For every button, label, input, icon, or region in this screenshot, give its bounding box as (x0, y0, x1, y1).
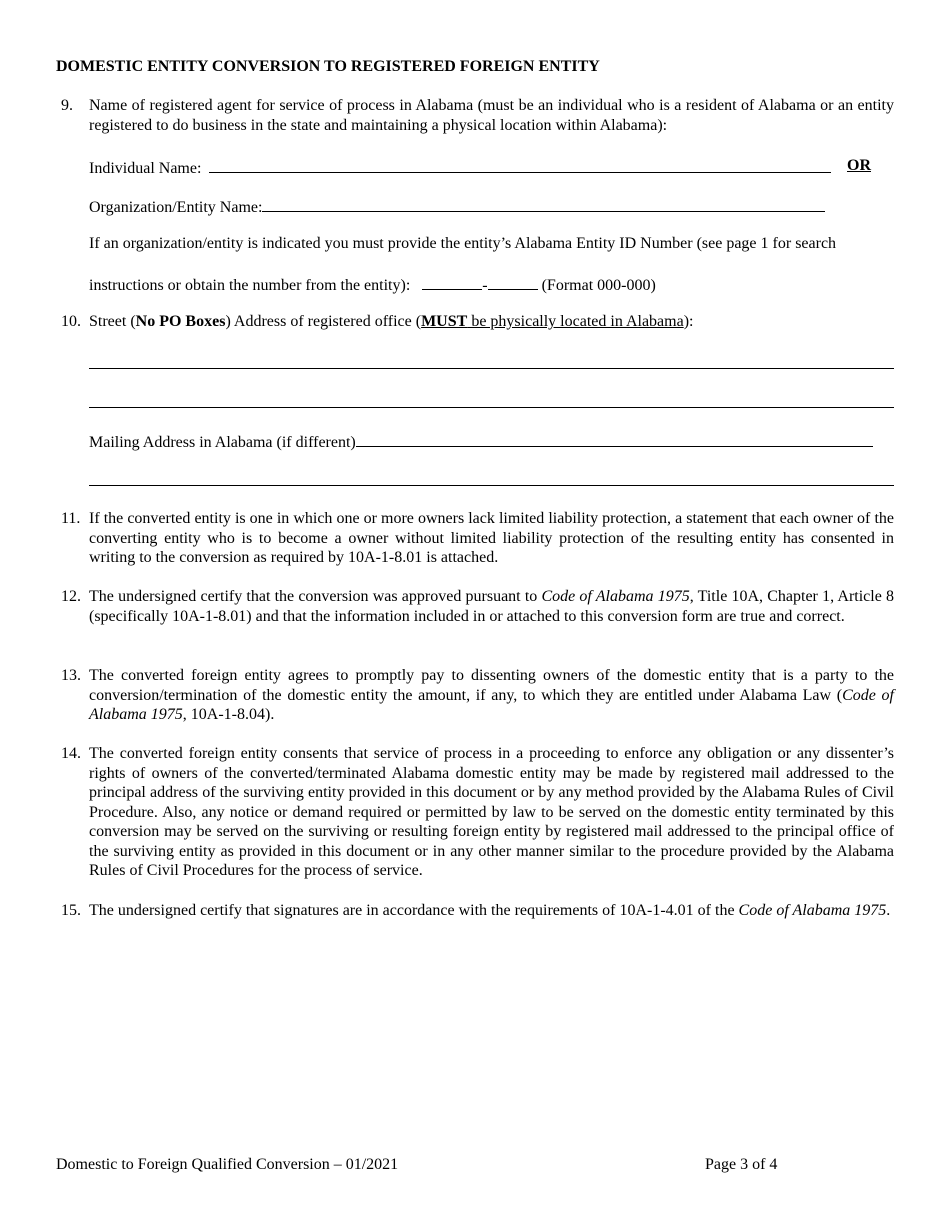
entity-id-row (89, 273, 656, 296)
item-13-number: 13. (61, 667, 81, 684)
individual-name-row (89, 156, 831, 179)
street-end: ): (683, 313, 694, 330)
item-15-number: 15. (61, 902, 81, 919)
footer-page-number: Page 3 of 4 (705, 1156, 778, 1173)
page-title: DOMESTIC ENTITY CONVERSION TO REGISTERED FOREIGN ENTITY (56, 58, 600, 75)
org-name-row (89, 195, 825, 218)
item-13-text-b: , 10A-1-8.04). (182, 706, 275, 723)
entity-id-part1-field[interactable] (422, 273, 482, 290)
entity-id-dash: - (482, 277, 488, 294)
entity-id-instructions-line1: If an organization/entity is indicated you must provide the entity’s Alabama Entity ID Number (see page 1 for search (89, 235, 837, 252)
mailing-address-row (89, 430, 873, 453)
org-name-field[interactable] (262, 195, 825, 212)
item-15-text-b: . (886, 902, 891, 919)
item-13-text-a: The converted foreign entity agrees to promptly pay to dissenting owners of the domestic entity that is a party to the conversion/termination of the domestic entity the amount, if any, to which they are entitled under Alabama Law ( (89, 667, 894, 704)
item-14-text: The converted foreign entity consents that service of process in a proceeding to enforce any obligation or any dissenter’s rights of owners of the converted/terminated Alabama domestic entity may be made by registered mail addressed to the principal address of the surviving entity provided in this document or by any method provided by the Alabama Rules of Civil Procedure. Also, any notice or demand required or permitted by law to be served on the domestic entity terminated by this conversion may be served on the surviving or resulting foreign entity by registered mail addressed to the principal office of the surviving entity as provided in this document or in any other manner similar to the procedure provided by the Alabama Rules of Civil Procedures for the process of service. (89, 745, 894, 879)
individual-name-label: Individual Name: (89, 160, 202, 177)
item-13-text (89, 666, 894, 725)
physically-located: be physically located in Alabama (467, 313, 684, 330)
street-prefix: Street ( (89, 313, 136, 330)
mailing-address-line-2[interactable] (89, 485, 894, 486)
mailing-address-label: Mailing Address in Alabama (if different) (89, 434, 356, 451)
must-label: MUST (421, 313, 468, 330)
item-11-text: If the converted entity is one in which one or more owners lack limited liability protection, a statement that each owner of the converting entity who is to become a owner without limited liability protection of the resulting entity has consented in writing to the conversion as required by 10A-1-8.01 is attached. (89, 510, 894, 566)
item-15-code: Code of Alabama 1975 (738, 902, 887, 919)
item-12-text-b: , Title 10A, Chapter 1, Article 8 (specifically 10A-1-8.01) and that the information included in or attached to this conversion form are true and correct. (89, 588, 895, 625)
item-9-number: 9. (61, 97, 73, 114)
entity-id-part2-field[interactable] (488, 273, 538, 290)
item-15-text-a: The undersigned certify that signatures are in accordance with the requirements of 10A-1-4.01 of the (89, 902, 739, 919)
item-12-text-a: The undersigned certify that the conversion was approved pursuant to (89, 588, 542, 605)
item-10-number: 10. (61, 313, 81, 330)
street-mid: ) Address of registered office ( (225, 313, 422, 330)
item-15-text (89, 901, 894, 921)
street-address-line-2[interactable] (89, 407, 894, 408)
footer-form-name: Domestic to Foreign Qualified Conversion – 01/2021 (56, 1156, 399, 1173)
individual-name-field[interactable] (209, 156, 831, 173)
item-12-text (89, 587, 894, 626)
entity-id-format: (Format 000-000) (541, 277, 656, 294)
or-label: OR (847, 157, 871, 174)
item-12-code: Code of Alabama 1975 (541, 588, 690, 605)
org-name-label: Organization/Entity Name: (89, 199, 263, 216)
entity-id-instructions-line2: instructions or obtain the number from the entity): (89, 277, 411, 294)
item-11-number: 11. (61, 510, 81, 527)
street-address-line-1[interactable] (89, 368, 894, 369)
item-14-number: 14. (61, 745, 81, 762)
item-9-text: Name of registered agent for service of process in Alabama (must be an individual who is a resident of Alabama or an entity registered to do business in the state and maintaining a physical location within Alabama): (89, 97, 894, 134)
no-po-boxes: No PO Boxes (135, 313, 226, 330)
item-13-code: Code of Alabama 1975 (89, 686, 894, 723)
street-address-label (89, 312, 693, 332)
item-12-number: 12. (61, 588, 81, 605)
mailing-address-field[interactable] (356, 430, 873, 447)
